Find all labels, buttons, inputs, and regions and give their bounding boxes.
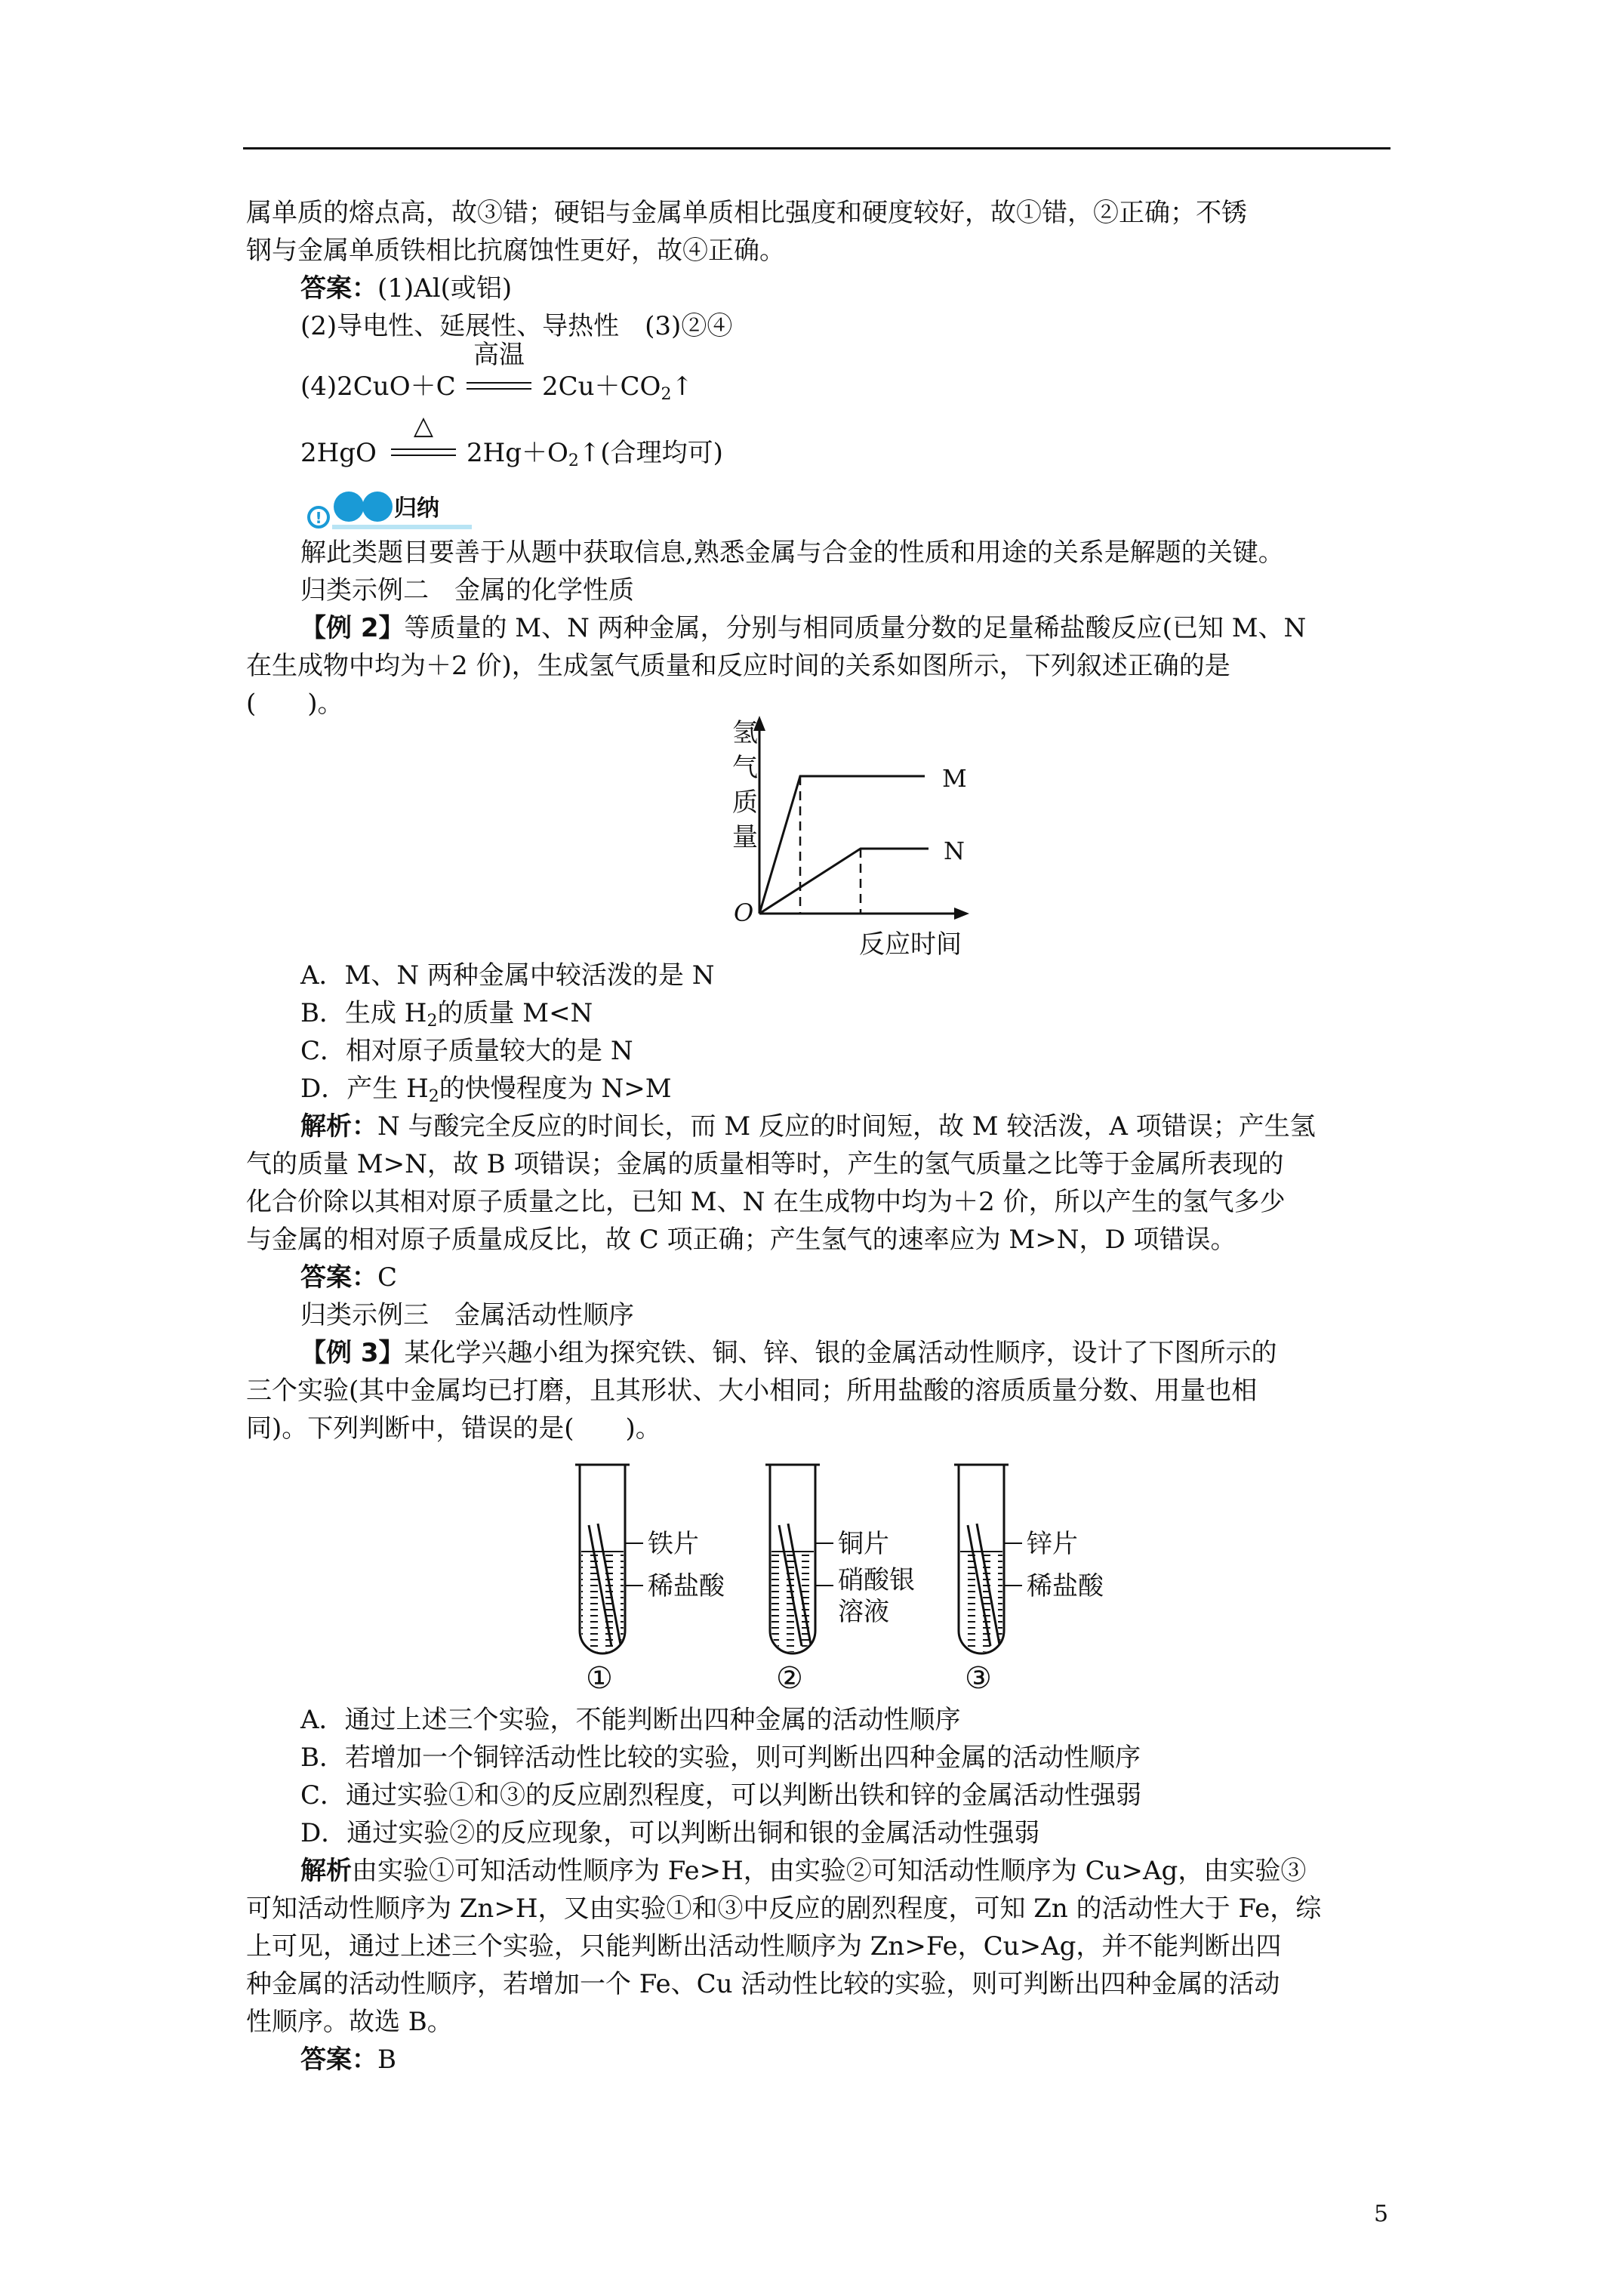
example2-option-b: B．生成 $H_2$的质量 M<N <box>300 998 593 1031</box>
analysis-label: 解析： <box>300 1111 377 1142</box>
example3-line3: 同)。下列判断中，错误的是( )。 <box>246 1413 661 1444</box>
summary-badge-label: 归纳 <box>394 495 439 522</box>
eq2-equals-bottom <box>391 455 456 456</box>
eq1-right: $2Cu+CO_2↑$ <box>542 371 693 404</box>
series-n-label: N <box>944 837 965 865</box>
para1-line1: 属单质的熔点高，故③错；硬铝与金属单质相比强度和硬度较好，故①错，②正确；不锈 <box>246 198 1247 228</box>
example3-option-a: A．通过上述三个实验，不能判断出四种金属的活动性顺序 <box>300 1705 961 1735</box>
example2-answer: 答案：C <box>300 1262 398 1293</box>
eq2-condition: △ <box>413 411 434 441</box>
y-label-2: 气 <box>732 753 758 783</box>
analysis-label: 解析 <box>300 1856 352 1886</box>
eq1-condition: 高温 <box>473 340 525 370</box>
tube2-solution-label: 硝酸银 <box>838 1565 915 1595</box>
example2-analysis-line2: 气的质量 M>N，故 B 项错误；金属的质量相等时，产生的氢气质量之比等于金属所表现的 <box>246 1149 1284 1179</box>
summary-text: 解此类题目要善于从题中获取信息,熟悉金属与合金的性质和用途的关系是解题的关键。 <box>300 538 1284 568</box>
example2-option-a: A．M、N 两种金属中较活泼的是 N <box>300 960 715 991</box>
x-axis-label: 反应时间 <box>859 929 962 960</box>
eq2-left: 2HgO <box>300 438 377 468</box>
eq2-equals-top <box>391 448 456 450</box>
summary-badge <box>302 487 476 537</box>
example2-analysis-line1: 解析：N 与酸完全反应的时间长，而 M 反应的时间短，故 M 较活泼，A 项错误；产生氢 <box>300 1111 1316 1142</box>
answer1-line <box>300 273 512 304</box>
test-tubes-figure <box>559 1450 1132 1702</box>
y-label-3: 质 <box>732 787 758 818</box>
example3-analysis-line3: 上可见，通过上述三个实验，只能判断出活动性顺序为 Zn>Fe，Cu>Ag，并不能判断出四 <box>246 1931 1282 1962</box>
example2-line1: 【例 2】等质量的 M、N 两种金属，分别与相同质量分数的足量稀盐酸反应(已知 M、N <box>300 613 1307 643</box>
example3-option-d: D．通过实验②的反应现象，可以判断出铜和银的金属活动性强弱 <box>300 1818 1040 1848</box>
example3-analysis-line5: 性顺序。故选 B。 <box>246 2007 453 2037</box>
h2-mass-vs-time-graph <box>702 710 1004 966</box>
eq1-left: (4)2CuO＋C <box>300 371 456 402</box>
example2-analysis-line4: 与金属的相对原子质量成反比，故 C 项正确；产生氢气的速率应为 M>N，D 项错误。 <box>246 1225 1236 1255</box>
answer-label: 答案： <box>300 273 377 304</box>
series-m-label: M <box>942 764 967 793</box>
example3-analysis-line2: 可知活动性顺序为 Zn>H，又由实验①和③中反应的剧烈程度，可知 Zn 的活动性大于 Fe，综 <box>246 1894 1322 1924</box>
section3-title: 归类示例三 金属活动性顺序 <box>300 1300 634 1330</box>
section2-title: 归类示例二 金属的化学性质 <box>300 575 634 606</box>
example3-line1: 【例 3】某化学兴趣小组为探究铁、铜、锌、银的金属活动性顺序，设计了下图所示的 <box>300 1338 1277 1368</box>
example3-option-b: B．若增加一个铜锌活动性比较的实验，则可判断出四种金属的活动性顺序 <box>300 1743 1141 1773</box>
example2-line3: ( )。 <box>246 689 343 719</box>
tube1-number: ① <box>586 1661 613 1696</box>
example2-option-d: D．产生 $H_2$的快慢程度为 N>M <box>300 1074 672 1106</box>
page-number: 5 <box>1374 2201 1389 2227</box>
origin-label: O <box>734 898 754 927</box>
example3-option-c: C．通过实验①和③的反应剧烈程度，可以判断出铁和锌的金属活动性强弱 <box>300 1780 1142 1811</box>
answer1-part1: (1)Al(或铝) <box>377 273 513 304</box>
y-label-1: 氢 <box>732 718 758 748</box>
tube2-metal-label: 铜片 <box>838 1529 889 1559</box>
example3-line2: 三个实验(其中金属均已打磨，且其形状、大小相同；所用盐酸的溶质质量分数、用量也相 <box>246 1376 1258 1406</box>
tube3-solution-label: 稀盐酸 <box>1027 1571 1104 1601</box>
answer1-part2: (2)导电性、延展性、导热性 (3)②④ <box>300 311 733 341</box>
tube2-solution-label-2: 溶液 <box>838 1597 889 1627</box>
x-axis-arrow <box>954 908 969 920</box>
example3-answer: 答案：B <box>300 2045 396 2075</box>
line-n <box>759 849 929 914</box>
tube-2 <box>765 1465 915 1696</box>
eq2-right: $2Hg+O_2↑$(合理均可) <box>467 438 723 470</box>
example3-tag: 【例 3】 <box>300 1338 405 1368</box>
example2-line2: 在生成物中均为＋2 价)，生成氢气质量和反应时间的关系如图所示，下列叙述正确的是 <box>246 651 1230 681</box>
tube3-metal-label: 锌片 <box>1027 1529 1078 1559</box>
example3-analysis-line1: 解析由实验①可知活动性顺序为 Fe>H，由实验②可知活动性顺序为 Cu>Ag，由实验③ <box>300 1856 1307 1886</box>
header-rule <box>243 147 1390 149</box>
tube1-solution-label: 稀盐酸 <box>648 1571 725 1601</box>
eq1-equals-top <box>467 382 531 384</box>
svg-text:!: ! <box>315 509 322 527</box>
tube2-number: ② <box>776 1661 803 1696</box>
para1-line2: 钢与金属单质铁相比抗腐蚀性更好，故④正确。 <box>246 236 785 266</box>
tube3-number: ③ <box>965 1661 992 1696</box>
tube-3 <box>954 1465 1104 1696</box>
y-label-4: 量 <box>732 822 758 852</box>
example2-analysis-line3: 化合价除以其相对原子质量之比，已知 M、N 在生成物中均为＋2 价，所以产生的氢气多少 <box>246 1187 1286 1217</box>
example2-tag: 【例 2】 <box>300 613 405 643</box>
eq1-equals-bottom <box>467 388 531 390</box>
line-m <box>759 776 925 914</box>
example2-option-c: C．相对原子质量较大的是 N <box>300 1036 633 1066</box>
example3-analysis-line4: 种金属的活动性顺序，若增加一个 Fe、Cu 活动性比较的实验，则可判断出四种金属的活动 <box>246 1969 1280 1999</box>
tube-1 <box>575 1465 725 1696</box>
tube1-metal-label: 铁片 <box>648 1529 699 1559</box>
